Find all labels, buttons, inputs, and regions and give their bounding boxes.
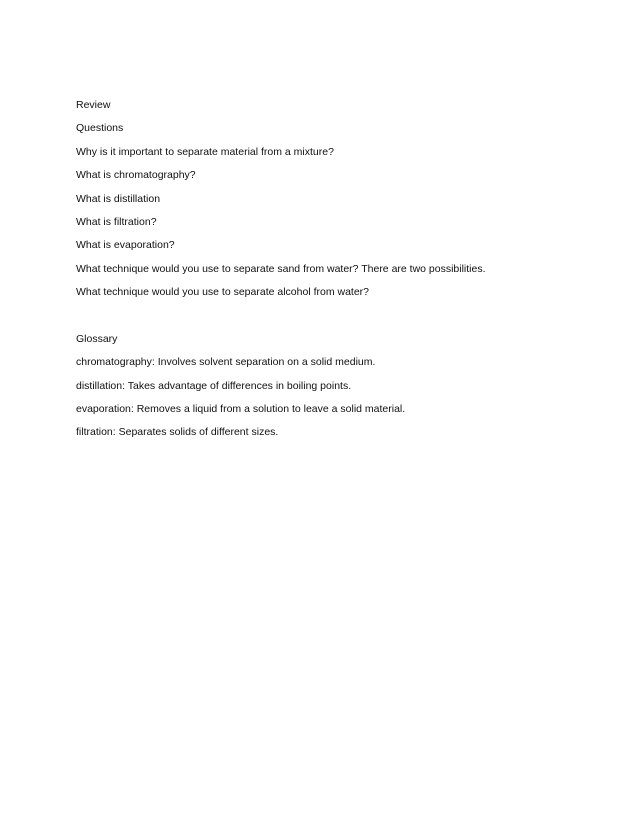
questions-heading: Questions (76, 122, 124, 135)
question-item: What is distillation (76, 192, 161, 205)
question-item: Why is it important to separate material from a mixture? (76, 145, 334, 158)
question-item: What is filtration? (76, 215, 157, 228)
question-item: What is evaporation? (76, 239, 175, 252)
question-item: What technique would you use to separate alcohol from water? (76, 286, 370, 299)
document-body (76, 98, 596, 449)
glossary-entry: evaporation: Removes a liquid from a solution to leave a solid material. (76, 403, 406, 416)
review-heading: Review (76, 99, 111, 111)
glossary-entry: distillation: Takes advantage of differences in boiling points. (76, 379, 352, 392)
question-item: What is chromatography? (76, 169, 196, 182)
glossary-entry: filtration: Separates solids of different sizes. (76, 426, 279, 439)
question-item: What technique would you use to separate sand from water? There are two possibilities. (76, 262, 486, 275)
glossary-entry: chromatography: Involves solvent separation on a solid medium. (76, 356, 376, 369)
section-spacer (76, 309, 596, 332)
glossary-heading: Glossary (76, 332, 118, 345)
